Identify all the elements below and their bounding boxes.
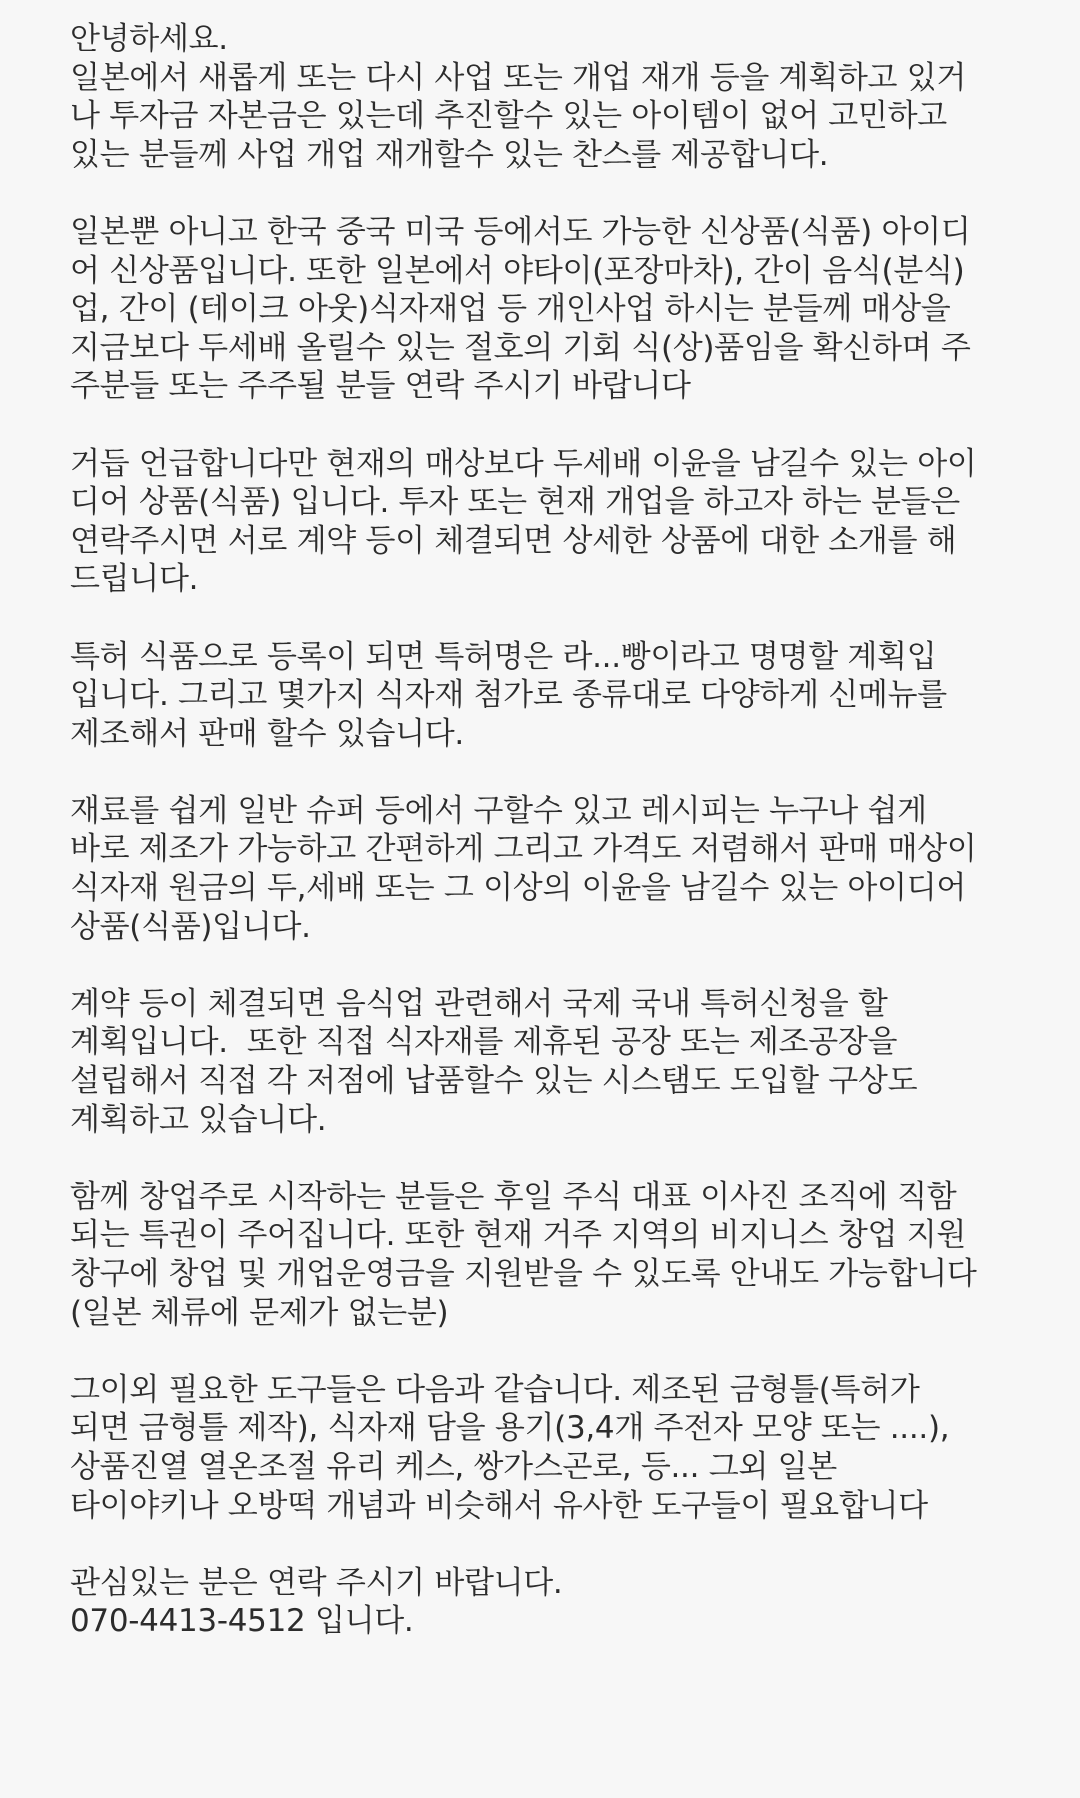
text-line: 업, 간이 (테이크 아웃)식자재업 등 개인사업 하시는 분들께 매상을: [70, 291, 951, 328]
text-line: 계획입니다. 또한 직접 식자재를 제휴된 공장 또는 제조공장을: [70, 1024, 898, 1061]
text-line: 주분들 또는 주주될 분들 연락 주시기 바랍니다: [70, 368, 691, 405]
paragraph-patent: [70, 638, 1074, 754]
paragraph-spacer: [70, 599, 1074, 638]
paragraph-greeting: [70, 20, 1074, 174]
paragraph-spacer: [70, 1525, 1074, 1564]
text-line: 계획하고 있습니다.: [70, 1101, 327, 1138]
text-line: 어 신상품입니다. 또한 일본에서 야타이(포장마차), 간이 음식(분식): [70, 252, 965, 289]
phone-number: 070-4413-4512 입니다.: [70, 1603, 414, 1640]
text-line: 그이외 필요한 도구들은 다음과 같습니다. 제조된 금형틀(특허가: [70, 1371, 920, 1408]
paragraph-spacer: [70, 1332, 1074, 1371]
paragraph-product-idea: [70, 213, 1074, 406]
text-line: 설립해서 직접 각 저점에 납품할수 있는 시스탬도 도입할 구상도: [70, 1063, 918, 1100]
text-line: 디어 상품(식품) 입니다. 투자 또는 현재 개업을 하고자 하는 분들은: [70, 484, 960, 521]
text-line: 있는 분들께 사업 개업 재개할수 있는 찬스를 제공합니다.: [70, 136, 829, 173]
paragraph-contact: [70, 1564, 1074, 1641]
text-line: (일본 체류에 문제가 없는분): [70, 1294, 449, 1331]
text-line: 되는 특권이 주어집니다. 또한 현재 거주 지역의 비지니스 창업 지원: [70, 1217, 966, 1254]
text-line: 타이야키나 오방떡 개념과 비슷해서 유사한 도구들이 필요합니다: [70, 1487, 928, 1524]
paragraph-spacer: [70, 753, 1074, 792]
text-line: 일본에서 새롭게 또는 다시 사업 또는 개업 재개 등을 계획하고 있거: [70, 59, 966, 96]
text-line: 입니다. 그리고 몇가지 식자재 첨가로 종류대로 다양하게 신메뉴를: [70, 677, 947, 714]
text-line: 바로 제조가 가능하고 간편하게 그리고 가격도 저렴해서 판매 매상이: [70, 831, 977, 868]
text-line: 상품(식품)입니다.: [70, 908, 311, 945]
text-line: 드립니다.: [70, 561, 199, 598]
text-line: 식자재 원금의 두,세배 또는 그 이상의 이윤을 남길수 있는 아이디어: [70, 870, 966, 907]
text-line: 창구에 창업 및 개업운영금을 지원받을 수 있도록 안내도 가능합니다: [70, 1256, 977, 1292]
text-line: 재료를 쉽게 일반 슈퍼 등에서 구할수 있고 레시피는 누구나 쉽게: [70, 792, 927, 829]
paragraph-contract-plan: [70, 985, 1074, 1139]
text-line: 일본뿐 아니고 한국 중국 미국 등에서도 가능한 신상품(식품) 아이디: [70, 213, 971, 250]
document-body: [70, 20, 1074, 1641]
paragraph-spacer: [70, 174, 1074, 213]
paragraph-spacer: [70, 406, 1074, 445]
text-line: 지금보다 두세배 올릴수 있는 절호의 기회 식(상)품임을 확신하며 주: [70, 329, 971, 366]
text-line: 계약 등이 체결되면 음식업 관련해서 국제 국내 특허신청을 할: [70, 985, 888, 1022]
paragraph-tools: [70, 1371, 1074, 1525]
text-line: 특허 식품으로 등록이 되면 특허명은 라...빵이라고 명명할 계획입: [70, 638, 937, 675]
text-line: 상품진열 열온조절 유리 케스, 쌍가스곤로, 등... 그외 일본: [70, 1448, 837, 1485]
paragraph-spacer: [70, 1139, 1074, 1178]
text-line: 함께 창업주로 시작하는 분들은 후일 주식 대표 이사진 조직에 직함: [70, 1178, 957, 1215]
text-line: 나 투자금 자본금은 있는데 추진할수 있는 아이템이 없어 고민하고: [70, 98, 947, 135]
paragraph-profit: [70, 445, 1074, 599]
text-line: 연락주시면 서로 계약 등이 체결되면 상세한 상품에 대한 소개를 해: [70, 522, 957, 559]
text-line: 관심있는 분은 연락 주시기 바랍니다.: [70, 1564, 563, 1601]
paragraph-spacer: [70, 946, 1074, 985]
text-line: 거듭 언급합니다만 현재의 매상보다 두세배 이윤을 남길수 있는 아이: [70, 445, 977, 482]
text-line: 안녕하세요.: [70, 21, 228, 57]
text-line: 되면 금형틀 제작), 식자재 담을 용기(3,4개 주전자 모양 또는 ....),: [70, 1410, 950, 1447]
paragraph-ingredients: [70, 792, 1074, 946]
text-line: 제조해서 판매 할수 있습니다.: [70, 715, 464, 752]
paragraph-founders: [70, 1178, 1074, 1332]
